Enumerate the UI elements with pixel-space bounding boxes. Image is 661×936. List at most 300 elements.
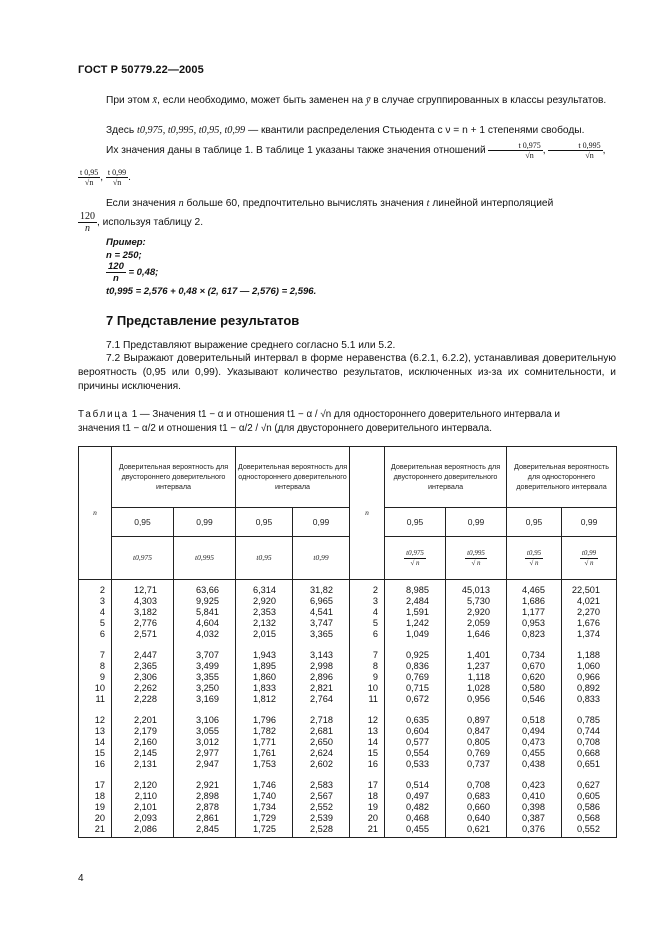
table-cell: 3,055 xyxy=(196,726,219,736)
table-cell: 2,602 xyxy=(310,759,334,769)
group-gap xyxy=(236,640,276,650)
group-header: Доверительная вероятность для одностороннего доверительного интервала xyxy=(236,447,350,508)
x-bar-symbol: x̄ xyxy=(152,95,158,106)
table-cell: 6,965 xyxy=(310,596,334,606)
table-cell: 2,650 xyxy=(310,737,334,747)
table-cell: 18 xyxy=(367,791,379,801)
table-cell: 0,670 xyxy=(522,661,546,671)
ratio-fraction xyxy=(106,168,128,187)
table-cell: 0,708 xyxy=(577,737,601,747)
table-cell: 0,956 xyxy=(467,694,491,704)
table-cell: 2,132 xyxy=(253,618,276,628)
group-gap xyxy=(174,770,219,780)
example-label: Пример: xyxy=(106,237,146,248)
table-cell: 0,833 xyxy=(577,694,601,704)
paragraph-7-2: 7.2 Выражают доверительный интервал в форме неравенства (6.2.1, 6.2.2), устанавливая доверительную вероятность (0,95 или 0,99). Указывают количество результатов, исключенных из-за их сомнительности, и причины исключения. xyxy=(78,353,616,392)
quantile-symbol-cell xyxy=(293,537,350,580)
table-cell: 2,583 xyxy=(310,780,334,790)
table-cell: 0,769 xyxy=(467,748,491,758)
table-cell: 2,120 xyxy=(134,780,157,790)
table-column xyxy=(350,580,385,838)
ratio-symbol-cell xyxy=(385,537,446,580)
table-cell: 2,101 xyxy=(134,802,157,812)
fraction-numerator: t0,99 xyxy=(581,548,597,557)
table-cell: 4,303 xyxy=(134,596,157,606)
group-gap xyxy=(385,770,429,780)
ratio-symbol-cell xyxy=(507,537,562,580)
table-cell: 4 xyxy=(99,607,105,617)
table-cell: 2,484 xyxy=(406,596,430,606)
table-cell: 21 xyxy=(94,824,105,834)
group-gap xyxy=(507,705,545,715)
table-cell: 4,032 xyxy=(196,629,219,639)
table-column xyxy=(507,580,562,838)
fraction-denominator: √ n xyxy=(471,558,481,567)
paragraph-interpolation xyxy=(78,197,616,211)
paragraph-interpolation-cont xyxy=(78,211,616,234)
quantile-symbol-cell xyxy=(174,537,236,580)
example-line-2 xyxy=(106,261,158,284)
table-cell: 5,841 xyxy=(196,607,219,617)
table-cell: 15 xyxy=(94,748,105,758)
table-cell: 1,833 xyxy=(253,683,276,693)
probability-cell: 0,95 xyxy=(385,508,446,537)
table-cell: 11 xyxy=(95,694,105,704)
table-cell: 1,028 xyxy=(467,683,491,693)
table-cell: 19 xyxy=(367,802,379,812)
fraction-denominator: √ n xyxy=(584,558,594,567)
table-cell: 0,823 xyxy=(522,629,546,639)
table-cell: 0,577 xyxy=(406,737,430,747)
table-cell: 9 xyxy=(372,672,379,682)
table-cell: 2,947 xyxy=(196,759,219,769)
table-cell: 0,554 xyxy=(406,748,430,758)
table-column xyxy=(293,580,350,838)
caption-label: Таблица xyxy=(78,409,130,420)
text: При этом xyxy=(106,95,153,106)
table-cell: 12 xyxy=(367,715,379,725)
table-cell: 1,188 xyxy=(577,650,601,660)
table-cell: 7 xyxy=(99,650,105,660)
table-cell: 3,169 xyxy=(196,694,219,704)
page-number: 4 xyxy=(78,873,84,884)
paragraph-quantiles xyxy=(78,124,616,138)
group-header: Доверительная вероятность для одностороннего доверительного интервала xyxy=(507,447,617,508)
table-cell: 14 xyxy=(367,737,379,747)
text: — квантили распределения Стьюдента с ν = n + 1 степенями свободы. xyxy=(245,125,585,136)
table-cell: 15 xyxy=(367,748,379,758)
paragraph-table-ref: Их значения даны в таблице 1. В таблице 1 указаны также значения отношений $\frac{t 0,975}{√n}$ , $\frac{t 0,995}{√n}$ , xyxy=(106,141,606,160)
table-cell: 3,012 xyxy=(196,737,219,747)
fraction-numerator: t 0,95 xyxy=(80,168,99,177)
table-cell: 2,552 xyxy=(310,802,334,812)
group-gap xyxy=(236,705,276,715)
table-column xyxy=(79,580,112,838)
quantile-symbol: t0,99 xyxy=(313,553,329,562)
table-cell: 1,753 xyxy=(253,759,276,769)
caption-line-1: 1 — Значения t1 − α и отношения t1 − α / √n для одностороннего доверительного интервала и xyxy=(129,409,560,420)
table-cell: 0,892 xyxy=(577,683,601,693)
table-cell: 1,729 xyxy=(253,813,276,823)
table-cell: 2,718 xyxy=(310,715,334,725)
table-cell: 6,314 xyxy=(253,585,276,595)
table-cell: 20 xyxy=(94,813,105,823)
table-cell: 17 xyxy=(94,780,105,790)
table-cell: 0,514 xyxy=(406,780,430,790)
quantile-symbol-cell xyxy=(236,537,293,580)
table-cell: 3,106 xyxy=(196,715,219,725)
text: , если необходимо, может быть заменен на xyxy=(157,95,366,106)
group-gap xyxy=(293,705,333,715)
table-cell: 2,365 xyxy=(134,661,157,671)
table-cell: 1,725 xyxy=(253,824,276,834)
table-cell: 0,518 xyxy=(522,715,546,725)
table-cell: 0,482 xyxy=(406,802,430,812)
table-cell: 16 xyxy=(94,759,105,769)
table-cell: 10 xyxy=(94,683,105,693)
group-gap xyxy=(236,770,276,780)
table-cell: 2,086 xyxy=(134,824,157,834)
table-cell: 2,093 xyxy=(134,813,157,823)
table-cell: 0,604 xyxy=(406,726,430,736)
group-gap xyxy=(562,705,600,715)
section-title: 7 Представление результатов xyxy=(106,313,300,328)
table-cell: 0,785 xyxy=(577,715,601,725)
table-cell: 0,398 xyxy=(522,802,546,812)
table-cell: 3,182 xyxy=(134,607,157,617)
fraction-denominator: √ n xyxy=(529,558,539,567)
table-cell: 13 xyxy=(367,726,379,736)
table-cell: 1,177 xyxy=(522,607,546,617)
probability-cell: 0,99 xyxy=(174,508,236,537)
table-cell: 2,201 xyxy=(134,715,157,725)
table-cell: 0,546 xyxy=(522,694,546,704)
table-cell: 1,860 xyxy=(253,672,276,682)
table-caption xyxy=(78,408,623,436)
table-cell: 2,920 xyxy=(467,607,491,617)
paragraph-table-ref-cont: $\frac{t 0,95}{√n}$ , $\frac{t 0,99}{√n}$ . xyxy=(80,168,131,187)
table-cell: 0,620 xyxy=(522,672,546,682)
group-gap xyxy=(112,770,157,780)
table-cell: 3,747 xyxy=(310,618,334,628)
table-cell: 3,499 xyxy=(196,661,219,671)
table-cell: 2,921 xyxy=(196,780,219,790)
table-cell: 0,494 xyxy=(522,726,546,736)
table-cell: 0,640 xyxy=(467,813,491,823)
table-cell: 8 xyxy=(372,661,379,671)
ratio-fraction xyxy=(548,141,602,160)
table-column xyxy=(112,580,174,838)
table-cell: 2,878 xyxy=(196,802,219,812)
table-cell: 9 xyxy=(99,672,105,682)
table-cell: 0,455 xyxy=(406,824,430,834)
table-column xyxy=(174,580,236,838)
table-cell: 0,708 xyxy=(467,780,491,790)
table-cell: 2,571 xyxy=(134,629,157,639)
table-cell: 2,764 xyxy=(310,694,334,704)
table-cell: 1,242 xyxy=(406,618,430,628)
table-cell: 19 xyxy=(94,802,105,812)
table-cell: 17 xyxy=(367,780,379,790)
table-cell: 5 xyxy=(372,618,379,628)
table-cell: 2,998 xyxy=(310,661,334,671)
table-cell: 2,624 xyxy=(310,748,334,758)
table-cell: 8 xyxy=(99,661,105,671)
table-cell: 1,676 xyxy=(577,618,601,628)
group-gap xyxy=(562,770,600,780)
table-cell: 6 xyxy=(99,629,105,639)
table-cell: 0,737 xyxy=(467,759,491,769)
table-cell: 5 xyxy=(99,618,105,628)
table-cell: 11 xyxy=(368,694,379,704)
table-cell: 12,71 xyxy=(134,585,157,595)
table-cell: 1,812 xyxy=(253,694,276,704)
group-gap xyxy=(385,640,429,650)
table-cell: 2,353 xyxy=(253,607,276,617)
table-cell: 12 xyxy=(94,715,105,725)
table-cell: 2,306 xyxy=(134,672,157,682)
probability-cell: 0,95 xyxy=(236,508,293,537)
table-cell: 1,734 xyxy=(253,802,276,812)
table-cell: 2,898 xyxy=(196,791,219,801)
table-cell: 0,423 xyxy=(522,780,546,790)
table-cell: 3 xyxy=(99,596,105,606)
table-cell: 0,568 xyxy=(577,813,601,823)
table-cell: 2,896 xyxy=(310,672,334,682)
ratio-fraction xyxy=(78,168,100,187)
group-gap xyxy=(350,640,378,650)
fraction-numerator: t 0,975 xyxy=(488,141,542,151)
group-gap xyxy=(385,705,429,715)
group-gap xyxy=(507,640,545,650)
table-cell: 4 xyxy=(372,607,379,617)
fraction-denominator: √n xyxy=(112,178,122,187)
fraction-numerator: t 0,99 xyxy=(107,168,127,177)
table-cell: 0,672 xyxy=(406,694,430,704)
group-gap xyxy=(112,705,157,715)
table-cell: 14 xyxy=(94,737,105,747)
t-symbol: t xyxy=(426,198,430,209)
table-cell: 9,925 xyxy=(196,596,219,606)
table-cell: 1,761 xyxy=(253,748,276,758)
quantile-symbol-cell xyxy=(112,537,174,580)
group-gap xyxy=(79,770,105,780)
y-bar-symbol: ȳ xyxy=(365,95,371,106)
table-cell: 4,021 xyxy=(577,596,601,606)
document-header: ГОСТ Р 50779.22—2005 xyxy=(78,64,204,76)
table-cell: 2,270 xyxy=(577,607,601,617)
table-column xyxy=(385,580,446,838)
group-gap xyxy=(350,770,378,780)
table-cell: 2,567 xyxy=(310,791,334,801)
table-cell: 1,740 xyxy=(253,791,276,801)
table-column xyxy=(562,580,617,838)
table-cell: 2,861 xyxy=(196,813,219,823)
quantile-symbol: t0,95 xyxy=(256,553,272,562)
fraction-numerator: t0,95 xyxy=(526,548,542,557)
table-cell: 2,228 xyxy=(134,694,157,704)
paragraph-substitution xyxy=(78,94,616,108)
quantile-symbols: t0,975, t0,995, t0,95, t0,99 xyxy=(137,125,246,136)
table-cell: 0,966 xyxy=(577,672,601,682)
ratio-symbol-cell xyxy=(562,537,617,580)
table-cell: 0,387 xyxy=(522,813,546,823)
fraction-denominator: √ n xyxy=(410,558,420,567)
table-cell: 2,776 xyxy=(134,618,157,628)
n-symbol: n xyxy=(178,198,184,209)
table-cell: 4,604 xyxy=(196,618,219,628)
table-cell: 0,953 xyxy=(522,618,546,628)
table-cell: 2,539 xyxy=(310,813,334,823)
table-cell: 0,744 xyxy=(577,726,601,736)
table-cell: 2,681 xyxy=(310,726,334,736)
table-cell: 2,528 xyxy=(310,824,334,834)
table-cell: 1,782 xyxy=(253,726,276,736)
fraction-numerator: t0,975 xyxy=(406,548,424,557)
group-header: Доверительная вероятность для двустороннего доверительного интервала xyxy=(112,447,236,508)
table-cell: 4,465 xyxy=(522,585,546,595)
n-label: n xyxy=(93,508,97,517)
fraction-numerator: 120 xyxy=(80,211,95,222)
table-cell: 2,920 xyxy=(253,596,276,606)
fraction-numerator: t0,995 xyxy=(467,548,485,557)
table-cell: 0,376 xyxy=(522,824,546,834)
table-cell: 2,977 xyxy=(196,748,219,758)
text: Здесь xyxy=(106,125,137,136)
group-header: Доверительная вероятность для двустороннего доверительного интервала xyxy=(385,447,507,508)
table-cell: 31,82 xyxy=(310,585,334,595)
ratio-fraction xyxy=(525,549,543,568)
table-cell: 21 xyxy=(367,824,379,834)
group-gap xyxy=(562,640,600,650)
table-cell: 1,686 xyxy=(522,596,546,606)
table-cell: 1,060 xyxy=(577,661,601,671)
table-cell: 0,660 xyxy=(467,802,491,812)
probability-cell: 0,99 xyxy=(562,508,617,537)
probability-cell: 0,99 xyxy=(446,508,507,537)
table-cell: 0,552 xyxy=(577,824,601,834)
table-cell: 7 xyxy=(372,650,379,660)
table-cell: 0,836 xyxy=(406,661,430,671)
n-header xyxy=(350,447,385,580)
table-cell: 0,497 xyxy=(406,791,430,801)
table-column xyxy=(236,580,293,838)
probability-cell: 0,95 xyxy=(112,508,174,537)
group-gap xyxy=(446,770,490,780)
table-cell: 1,746 xyxy=(253,780,276,790)
ratio-fraction xyxy=(404,549,426,568)
table-cell: 0,925 xyxy=(406,650,430,660)
table-cell: 2,262 xyxy=(134,683,157,693)
fraction-numerator: 120 xyxy=(108,261,124,272)
table-cell: 10 xyxy=(367,683,379,693)
table-cell: 0,847 xyxy=(467,726,491,736)
table-cell: 18 xyxy=(94,791,105,801)
text: линейной интерполяцией xyxy=(429,198,554,209)
table-cell: 0,897 xyxy=(467,715,491,725)
table-cell: 0,769 xyxy=(406,672,430,682)
table-cell: 2,145 xyxy=(134,748,157,758)
table-cell: 2 xyxy=(372,585,379,595)
probability-cell: 0,95 xyxy=(507,508,562,537)
group-gap xyxy=(79,640,105,650)
table-cell: 0,668 xyxy=(577,748,601,758)
text: больше 60, предпочтительно вычислять значения xyxy=(183,198,427,209)
table-cell: 0,627 xyxy=(577,780,601,790)
table-cell: 3,143 xyxy=(310,650,334,660)
text: Их значения даны в таблице 1. В таблице 1 указаны также значения отношений xyxy=(106,145,489,157)
text: в случае сгруппированных в классы результатов. xyxy=(370,95,607,106)
table-cell: 1,771 xyxy=(253,737,276,747)
table-cell: 1,943 xyxy=(253,650,276,660)
table-cell: 3,250 xyxy=(196,683,219,693)
table-cell: 8,985 xyxy=(406,585,430,595)
table-cell: 45,013 xyxy=(461,585,491,595)
table-cell: 0,651 xyxy=(577,759,601,769)
ratio-symbol-cell xyxy=(446,537,507,580)
table-cell: 2,160 xyxy=(134,737,157,747)
group-gap xyxy=(112,640,157,650)
table-cell: 13 xyxy=(94,726,105,736)
table-cell: 0,468 xyxy=(406,813,430,823)
student-quantile-table xyxy=(78,446,617,838)
ratio-fraction xyxy=(580,549,598,568)
group-gap xyxy=(293,770,333,780)
fraction-denominator: √n xyxy=(585,151,594,160)
table-cell: 2 xyxy=(99,585,105,595)
table-cell: 0,734 xyxy=(522,650,546,660)
n-header xyxy=(79,447,112,580)
fraction-denominator: √n xyxy=(525,151,534,160)
table-cell: 2,821 xyxy=(310,683,334,693)
n-label: n xyxy=(365,508,369,517)
table-cell: 0,533 xyxy=(406,759,430,769)
table-cell: 22,501 xyxy=(571,585,601,595)
table-cell: 63,66 xyxy=(196,585,219,595)
table-cell: 0,586 xyxy=(577,802,601,812)
table-cell: 2,015 xyxy=(253,629,276,639)
group-gap xyxy=(446,640,490,650)
ratio-fraction xyxy=(465,549,487,568)
table-cell: 3,355 xyxy=(196,672,219,682)
table-cell: 2,845 xyxy=(196,824,219,834)
fraction-denominator: n xyxy=(85,223,90,234)
table-cell: 2,179 xyxy=(134,726,157,736)
table-cell: 20 xyxy=(367,813,379,823)
quantile-symbol: t0,995 xyxy=(195,553,214,562)
table-cell: 1,401 xyxy=(467,650,491,660)
table-cell: 0,621 xyxy=(467,824,491,834)
example-line-3: t0,995 = 2,576 + 0,48 × (2, 617 — 2,576) = 2,596. xyxy=(106,286,317,297)
table-cell: 0,580 xyxy=(522,683,546,693)
table-cell: 3,365 xyxy=(310,629,334,639)
table-cell: 1,646 xyxy=(467,629,491,639)
group-gap xyxy=(174,705,219,715)
fraction-120-n xyxy=(106,261,126,284)
table-cell: 2,059 xyxy=(467,618,491,628)
group-gap xyxy=(350,705,378,715)
fraction-120-n xyxy=(78,211,97,234)
group-gap xyxy=(79,705,105,715)
table-cell: 0,715 xyxy=(406,683,430,693)
table-cell: 0,683 xyxy=(467,791,491,801)
table-cell: 1,895 xyxy=(253,661,276,671)
table-cell: 0,635 xyxy=(406,715,430,725)
fraction-numerator: t 0,995 xyxy=(548,141,602,151)
table-cell: 2,110 xyxy=(134,791,157,801)
table-cell: 4,541 xyxy=(310,607,334,617)
table-cell: 1,118 xyxy=(467,672,491,682)
